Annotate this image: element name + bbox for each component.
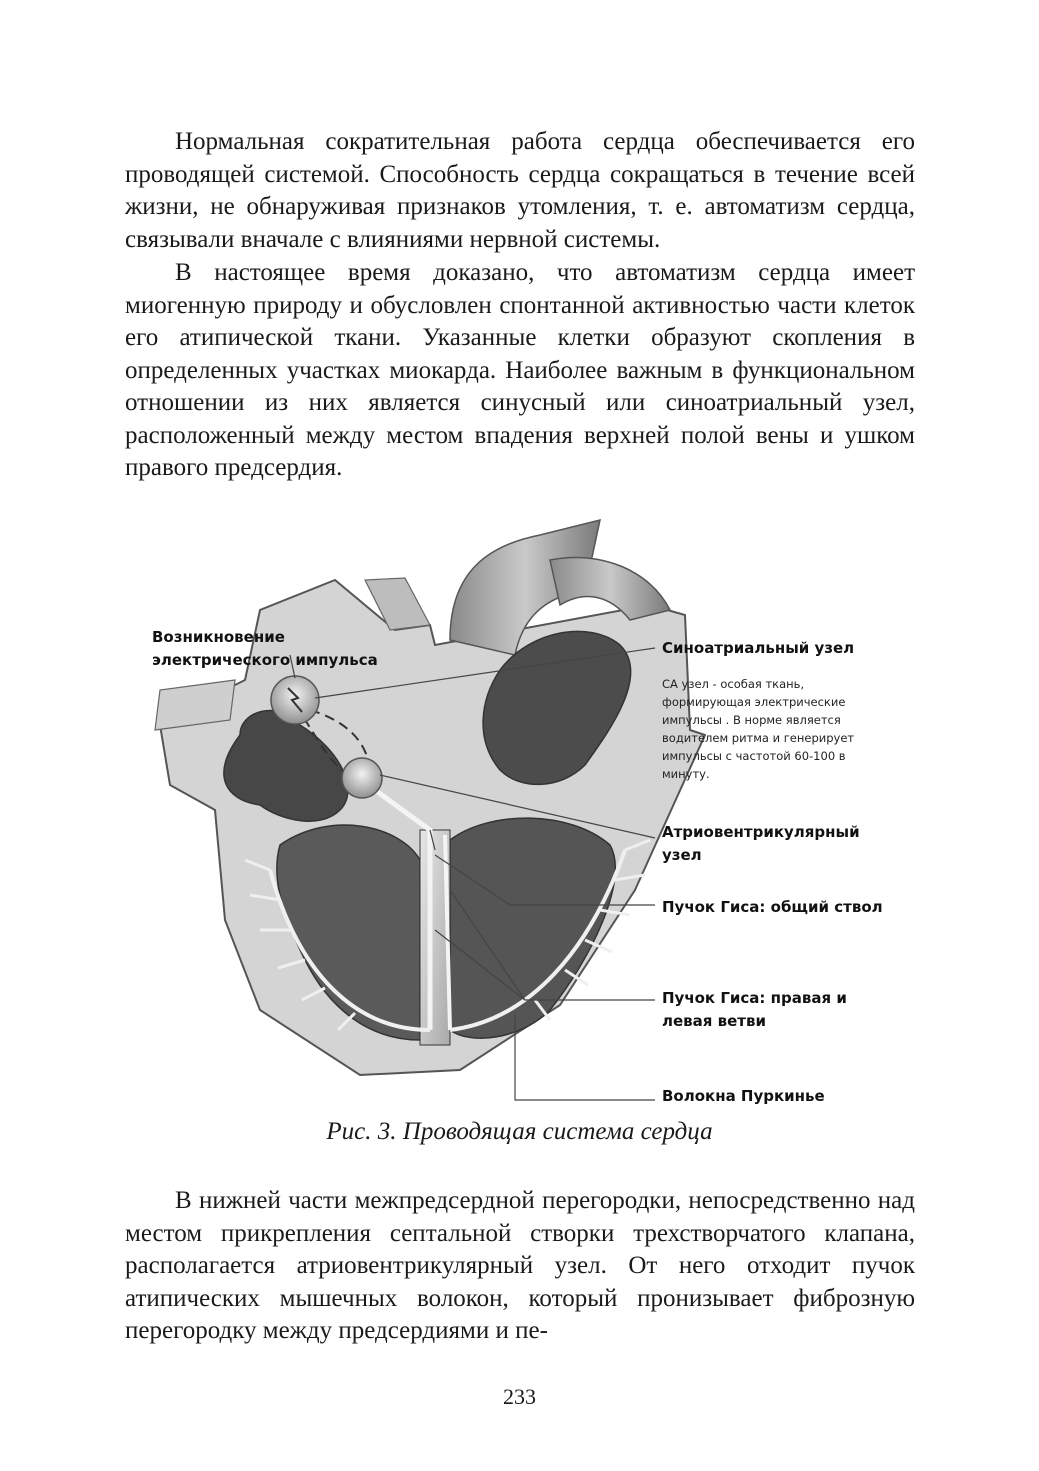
label-impulse-origin-2: электрического импульса <box>152 651 378 669</box>
heart-diagram <box>130 510 910 1115</box>
heart-conduction-figure <box>130 510 910 1115</box>
av-node <box>342 758 382 798</box>
label-his-trunk: Пучок Гиса: общий ствол <box>662 898 883 916</box>
paragraph-2: В настоящее время доказано, что автоматизм сердца имеет миогенную природу и обусловлен спонтанной активностью части клеток его атипической ткани. Указанные клетки образуют скопления в определенных участках миокарда. Наиболее важным в функциональном отношении из них является синусный или синоатриальный узел, расположенный между местом впадения верхней полой вены и ушком правого предсердия. <box>125 259 915 481</box>
sa-desc-line-1: СА узел - особая ткань, <box>662 677 805 691</box>
label-his-branches-1: Пучок Гиса: правая и <box>662 989 847 1007</box>
paragraph-1: Нормальная сократительная работа сердца обеспечивается его проводящей системой. Способность сердца сокращаться в течение всей жизни, не обнаруживая признаков утомления, т. е. автоматизм сердца, связывали вначале с влияниями нервной системы. <box>125 128 915 253</box>
sa-desc-line-4: водителем ритма и генерирует <box>662 731 855 745</box>
sa-desc-line-6: минуту. <box>662 767 710 781</box>
label-av-node-2: узел <box>662 846 702 864</box>
label-sa-node: Синоатриальный узел <box>662 639 855 657</box>
pulmonary-artery <box>550 557 670 620</box>
label-av-node-1: Атриовентрикулярный <box>662 823 860 841</box>
figure-caption: Рис. 3. Проводящая система сердца <box>326 1118 713 1145</box>
sa-desc-line-2: формирующая электрические <box>662 695 846 709</box>
label-purkinje: Волокна Пуркинье <box>662 1087 825 1105</box>
page-number: 233 <box>503 1384 536 1409</box>
label-impulse-origin-1: Возникновение <box>152 628 285 646</box>
label-his-branches-2: левая ветви <box>662 1012 766 1030</box>
paragraph-3: В нижней части межпредсердной перегородки, непосредственно над местом прикрепления септальной створки трехстворчатого клапана, располагается атриовентрикулярный узел. От него отходит пучок атипических мышечных волокон, который пронизывает фиброзную перегородку между предсердиями и пе- <box>125 1187 915 1344</box>
sa-desc-line-3: импульсы . В норме является <box>662 713 841 727</box>
sa-desc-line-5: импульсы с частотой 60-100 в <box>662 749 846 763</box>
